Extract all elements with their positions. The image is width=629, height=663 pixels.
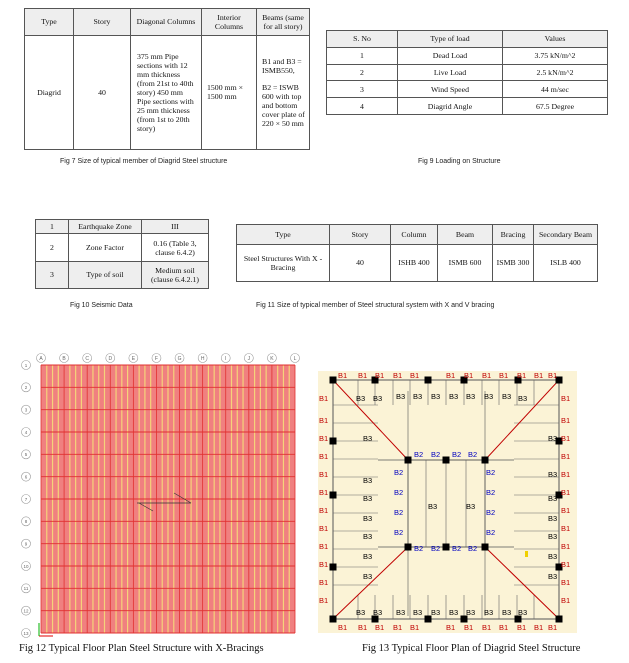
fig13-beam-label: B1 [319,452,329,461]
fig10-row2-no: 2 [36,234,69,261]
fig13-beam-label: B3 [466,608,476,617]
fig10-row3-no: 3 [36,261,69,288]
fig12-row-label: 10 [23,563,29,569]
fig9-row3-no: 3 [327,81,398,98]
fig7-header-story: Story [74,9,131,36]
fig12-column-label: G [177,356,182,363]
fig7-beams-line2: B2 = ISWB 600 with top and bottom cover plate of 220 × 50 mm [262,82,305,128]
fig13-beam-label: B3 [363,476,373,485]
fig12-row-label: 13 [23,630,29,636]
fig13-beam-label: B3 [363,494,373,503]
fig13-beam-label: B3 [518,394,528,403]
fig13-beam-label: B3 [431,392,441,401]
table-row [327,47,608,64]
fig13-beam-label: B3 [428,502,438,511]
fig11-header-type: Type [237,225,330,245]
fig12-column-label: E [131,356,136,363]
fig13-beam-label: B1 [410,371,420,380]
fig7-cell-interior: 1500 mm × 1500 mm [202,35,257,149]
fig12-row-label: 6 [24,474,28,480]
fig13-column [405,544,412,551]
fig13-beam-label: B2 [394,528,404,537]
fig13-beam-label: B1 [548,623,558,632]
fig7-caption: Fig 7 Size of typical member of Diagrid Steel structure [60,158,228,165]
fig7-table [24,8,310,150]
fig13-beam-label: B1 [561,560,571,569]
fig7-cell-type: Diagrid [25,35,74,149]
fig13-beam-label: B1 [561,416,571,425]
fig9-row2-no: 2 [327,64,398,81]
fig13-column [405,457,412,464]
fig13-beam-label: B3 [449,392,459,401]
fig11-caption: Fig 11 Size of typical member of Steel structural system with X and V bracing [256,302,495,309]
fig13-beam-label: B2 [468,544,478,553]
fig11-header-column: Column [391,225,438,245]
fig13-beam-label: B1 [561,542,571,551]
fig12-row-label: 3 [24,407,28,413]
fig7-cell-story: 40 [74,35,131,149]
fig13-beam-label: B3 [356,608,366,617]
fig13-beam-label: B3 [502,608,512,617]
fig13-beam-label: B3 [413,392,423,401]
fig13-beam-label: B1 [338,371,348,380]
fig13-beam-label: B1 [319,416,329,425]
fig13-beam-label: B2 [486,528,496,537]
fig9-table [326,30,608,115]
fig13-column [443,544,450,551]
fig12-column-label: D [108,356,113,363]
fig13-beam-label: B1 [319,394,329,403]
fig9-row1-type: Dead Load [398,47,503,64]
fig13-beam-label: B3 [548,470,558,479]
fig13-column [556,616,563,623]
fig13-beam-label: B3 [363,514,373,523]
fig13-beam-label: B1 [319,470,329,479]
fig13-beam-label: B3 [548,514,558,523]
fig13-beam-label: B1 [464,623,474,632]
fig13-beam-label: B3 [466,392,476,401]
table-row [327,64,608,81]
fig10-caption: Fig 10 Seismic Data [70,302,133,309]
fig13-beam-label: B1 [561,394,571,403]
fig10-row2-label: Zone Factor [69,234,142,261]
fig12-caption: Fig 12 Typical Floor Plan Steel Structure with X-Bracings [19,643,264,654]
fig9-header-values: Values [503,31,608,48]
fig13-beam-label: B2 [394,468,404,477]
fig13-beam-label: B3 [363,572,373,581]
fig13-beam-label: B1 [561,596,571,605]
fig13-column [425,377,432,384]
fig13-beam-label: B1 [319,596,329,605]
fig13-beam-label: B3 [502,392,512,401]
fig10-row1-no: 1 [36,220,69,234]
fig13-beam-label: B3 [373,608,383,617]
fig13-column [443,457,450,464]
fig13-beam-label: B3 [484,392,494,401]
fig13-beam-label: B2 [452,544,462,553]
fig13-beam-label: B1 [561,434,571,443]
fig7-header-diagonal: Diagonal Columns [131,9,202,36]
fig7-header-type: Type [25,9,74,36]
fig9-row4-type: Diagrid Angle [398,98,503,115]
fig13-beam-label: B2 [414,544,424,553]
fig13-beam-label: B1 [319,434,329,443]
fig9-header-no: S. No [327,31,398,48]
fig11-cell-secondary: ISLB 400 [534,244,598,281]
table-row [327,98,608,115]
fig13-beam-label: B1 [561,470,571,479]
fig10-row3-value: Medium soil (clause 6.4.2.1) [142,261,209,288]
fig7-cell-beams [257,35,310,149]
fig12-column-label: K [270,356,274,363]
fig13-marker [525,551,528,557]
fig13-beam-label: B1 [561,524,571,533]
fig13-floor-plan [318,371,577,633]
fig9-row3-type: Wind Speed [398,81,503,98]
fig13-beam-label: B3 [363,552,373,561]
fig13-beam-label: B2 [431,544,441,553]
fig13-background [318,371,577,633]
fig12-row-label: 1 [24,362,28,368]
fig11-header-beam: Beam [438,225,493,245]
fig13-beam-label: B2 [468,450,478,459]
fig13-beam-label: B1 [375,623,385,632]
fig13-column [330,492,337,499]
fig11-cell-type: Steel Structures With X -Bracing [237,244,330,281]
fig12-column-label: F [154,356,158,363]
fig12-row-label: 5 [24,452,28,458]
fig12-column-label: B [62,356,66,363]
fig13-beam-label: B1 [338,623,348,632]
fig12-row-label: 11 [23,586,29,592]
fig13-beam-label: B2 [486,488,496,497]
fig9-row3-value: 44 m/sec [503,81,608,98]
fig13-column [330,616,337,623]
fig13-column [482,457,489,464]
fig9-row2-type: Live Load [398,64,503,81]
fig7-cell-diagonal: 375 mm Pipe sections with 12 mm thickness (from 21st to 40th story) 450 mm Pipe sections with 25 mm thickness (from 1st to 20th story) [131,35,202,149]
fig13-beam-label: B1 [319,506,329,515]
fig13-beam-label: B3 [449,608,459,617]
fig13-beam-label: B1 [534,371,544,380]
table-row [36,261,209,288]
fig12-column-label: C [85,356,89,363]
fig13-beam-label: B1 [534,623,544,632]
table-row [237,244,598,281]
fig13-beam-label: B2 [452,450,462,459]
fig9-row1-value: 3.75 kN/m^2 [503,47,608,64]
fig13-beam-label: B3 [356,394,366,403]
fig13-beam-label: B2 [431,450,441,459]
fig13-beam-label: B2 [486,468,496,477]
fig13-beam-label: B3 [396,392,406,401]
fig12-floor-plan [19,351,301,638]
fig12-column-label: H [200,356,205,363]
fig12-plan-svg [19,351,301,638]
fig13-beam-label: B2 [414,450,424,459]
fig9-caption: Fig 9 Loading on Structure [418,158,501,165]
fig13-beam-label: B1 [482,371,492,380]
fig13-beam-label: B1 [393,623,403,632]
fig13-beam-label: B3 [548,494,558,503]
fig12-row-label: 2 [24,385,28,391]
fig12-column-label: I [225,356,227,363]
fig7-header-interior: Interior Columns [202,9,257,36]
fig10-table [35,219,209,289]
fig13-beam-label: B1 [319,578,329,587]
fig13-column [330,438,337,445]
fig9-row4-value: 67.5 Degree [503,98,608,115]
fig13-beam-label: B3 [413,608,423,617]
fig13-beam-label: B3 [548,434,558,443]
fig11-table [236,224,598,282]
fig13-beam-label: B3 [466,502,476,511]
fig13-beam-label: B1 [517,371,527,380]
fig13-beam-label: B1 [393,371,403,380]
fig13-beam-label: B1 [410,623,420,632]
fig13-beam-label: B1 [499,371,509,380]
fig13-column [482,544,489,551]
fig7-beams-line1: B1 and B3 = ISMB550, [262,56,302,75]
fig13-plan-svg [318,371,577,633]
fig13-beam-label: B1 [446,371,456,380]
fig13-beam-label: B1 [561,578,571,587]
fig13-beam-label: B2 [486,508,496,517]
fig13-beam-label: B3 [548,572,558,581]
fig13-beam-label: B2 [394,488,404,497]
fig13-beam-label: B1 [319,524,329,533]
fig13-column [330,564,337,571]
fig13-beam-label: B3 [484,608,494,617]
fig12-column-label: L [293,356,297,363]
fig12-row-label: 7 [24,496,28,502]
fig11-header-bracing: Bracing [493,225,534,245]
fig13-beam-label: B3 [373,394,383,403]
fig13-beam-label: B1 [499,623,509,632]
fig11-cell-column: ISHB 400 [391,244,438,281]
fig13-beam-label: B2 [394,508,404,517]
table-row [36,234,209,261]
fig13-beam-label: B3 [431,608,441,617]
fig13-beam-label: B1 [358,623,368,632]
fig9-row1-no: 1 [327,47,398,64]
fig13-beam-label: B1 [561,488,571,497]
fig12-column-label: A [39,356,43,363]
fig13-beam-label: B3 [548,532,558,541]
fig10-row1-label: Earthquake Zone [69,220,142,234]
fig12-row-label: 12 [23,608,29,614]
fig13-beam-label: B1 [375,371,385,380]
fig9-row2-value: 2.5 kN/m^2 [503,64,608,81]
fig13-beam-label: B3 [518,608,528,617]
table-row [327,81,608,98]
fig13-beam-label: B1 [319,488,329,497]
fig9-header-type: Type of load [398,31,503,48]
fig11-header-story: Story [330,225,391,245]
fig7-header-beams: Beams (same for all story) [257,9,310,36]
fig13-beam-label: B1 [561,452,571,461]
fig12-row-label: 8 [24,519,28,525]
fig13-beam-label: B1 [446,623,456,632]
fig12-row-label: 9 [24,541,28,547]
fig11-cell-bracing: ISMB 300 [493,244,534,281]
fig12-row-label: 4 [24,429,28,435]
fig13-beam-label: B1 [561,506,571,515]
fig13-column [330,377,337,384]
fig13-beam-label: B3 [363,434,373,443]
fig13-beam-label: B1 [358,371,368,380]
fig13-beam-label: B3 [396,608,406,617]
fig10-row3-label: Type of soil [69,261,142,288]
fig13-caption: Fig 13 Typical Floor Plan of Diagrid Steel Structure [362,643,581,654]
fig13-beam-label: B1 [548,371,558,380]
fig13-beam-label: B3 [363,532,373,541]
fig13-beam-label: B1 [482,623,492,632]
fig13-beam-label: B1 [464,371,474,380]
fig13-beam-label: B1 [319,542,329,551]
fig10-row2-value: 0.16 (Table 3, clause 6.4.2) [142,234,209,261]
fig11-header-secondary: Secondary Beam [534,225,598,245]
fig11-cell-beam: ISMB 600 [438,244,493,281]
table-row [36,220,209,234]
fig11-cell-story: 40 [330,244,391,281]
fig9-row4-no: 4 [327,98,398,115]
fig10-row1-value: III [142,220,209,234]
fig12-column-label: J [247,356,251,363]
fig13-beam-label: B1 [319,560,329,569]
fig13-beam-label: B1 [517,623,527,632]
fig13-beam-label: B3 [548,552,558,561]
